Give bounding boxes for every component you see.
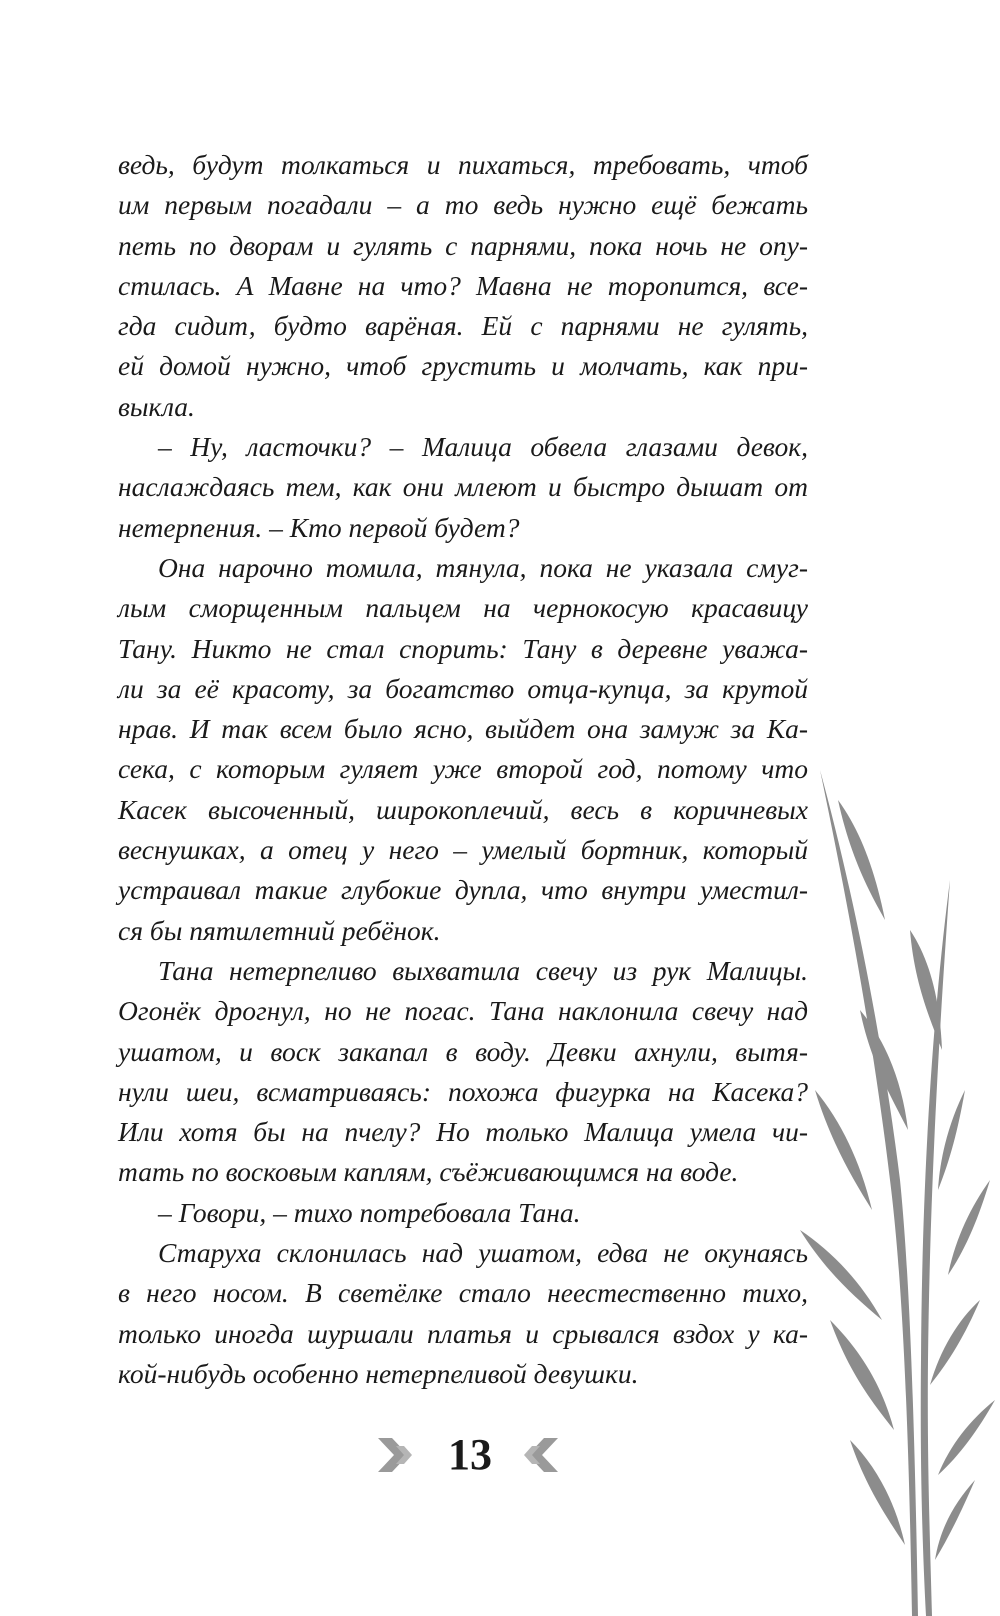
text-line: Тана нетерпеливо выхватила свечу из рук Малицы. <box>158 954 808 986</box>
text-line: – Ну, ласточки? – Малица обвела глазами девок, <box>158 431 808 463</box>
text-line: ей домой нужно, чтоб грустить и молчать, как при- <box>118 350 808 382</box>
text-line: Или хотя бы на пчелу? Но только Малица умела чи- <box>118 1116 808 1148</box>
grass-illustration <box>790 760 1000 1616</box>
text-line: ушатом, и воск закапал в воду. Девки ахнули, вытя- <box>118 1035 808 1067</box>
text-line: наслаждаясь тем, как они млеют и быстро дышат от <box>118 471 808 503</box>
text-line: ли за её красоту, за богатство отца-купца, за крутой <box>118 672 808 704</box>
text-line: стилась. А Мавне на что? Мавна не торопится, все- <box>118 269 808 301</box>
text-line: Старуха склонилась над ушатом, едва не окунаясь <box>158 1237 808 1269</box>
body-text <box>118 145 808 1394</box>
text-line: только иногда шуршали платья и срывался вздох у ка- <box>118 1317 808 1349</box>
page-number: 13 <box>448 1430 492 1479</box>
text-line: петь по дворам и гулять с парнями, пока ночь не опу- <box>118 229 808 261</box>
text-line: нетерпения. – Кто первой будет? <box>118 511 520 543</box>
text-line: гда сидит, будто варёная. Ей с парнями не гулять, <box>118 310 808 342</box>
text-line: Тану. Никто не стал спорить: Тану в деревне уважа- <box>118 632 808 664</box>
text-line: сека, с которым гуляет уже второй год, потому что <box>118 753 808 785</box>
chevron-right-icon <box>378 1438 424 1472</box>
text-line: нрав. И так всем было ясно, выйдет она замуж за Ка- <box>118 713 808 745</box>
text-line: Касек высоченный, широкоплечий, весь в коричневых <box>118 793 808 825</box>
text-line: кой-нибудь особенно нетерпеливой девушки. <box>118 1357 639 1389</box>
text-line: ся бы пятилетний ребёнок. <box>118 914 441 946</box>
chevron-left-icon <box>512 1438 558 1472</box>
text-line: в него носом. В светёлке стало неестественно тихо, <box>118 1277 808 1309</box>
text-line: ведь, будут толкаться и пихаться, требовать, чтоб <box>118 149 808 180</box>
text-line: устраивал такие глубокие дупла, что внутри уместил- <box>118 874 808 906</box>
text-line: тать по восковым каплям, съёживающимся на воде. <box>118 1156 739 1188</box>
text-line: веснушках, а отец у него – умелый бортник, который <box>118 834 808 866</box>
text-line: выкла. <box>118 390 195 422</box>
text-line: им первым погадали – а то ведь нужно ещё бежать <box>118 189 808 221</box>
text-line: нули шеи, всматриваясь: похожа фигурка на Касека? <box>118 1075 808 1107</box>
text-line: Она нарочно томила, тянула, пока не указала смуг- <box>158 551 808 583</box>
text-line: – Говори, – тихо потребовала Тана. <box>158 1196 581 1228</box>
text-line: лым сморщенным пальцем на чернокосую красавицу <box>118 592 808 624</box>
text-line: Огонёк дрогнул, но не погас. Тана наклонила свечу над <box>118 995 808 1027</box>
